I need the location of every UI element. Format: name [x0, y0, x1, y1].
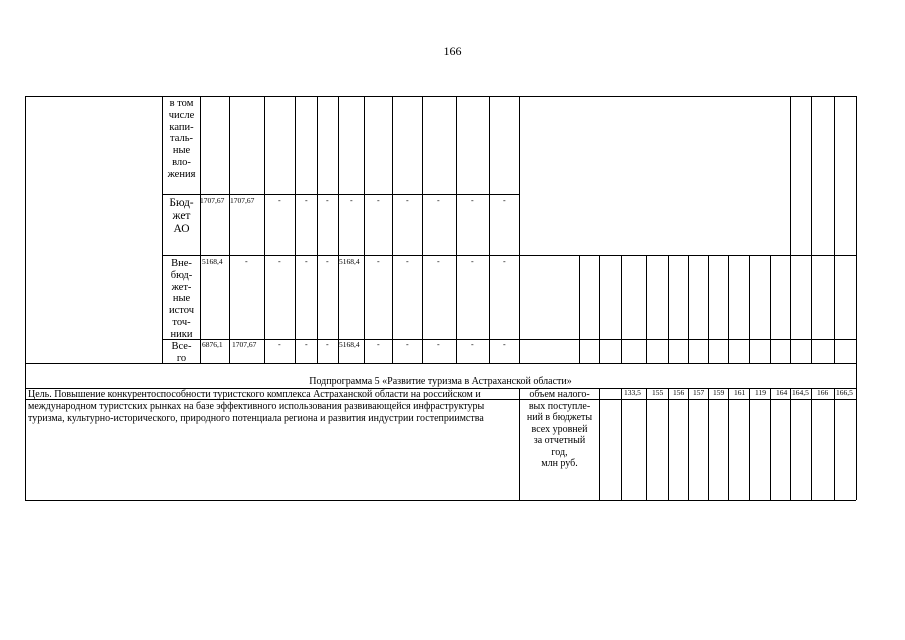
col-divider [489, 96, 490, 363]
total-cell: - [471, 340, 474, 349]
indicator-value: 164 [776, 388, 788, 397]
indicator-text: объем налого- вых поступле- ний в бюджеты всех уровней за отчетный год, млн руб. [526, 389, 593, 469]
table-border-top [25, 96, 856, 97]
row-divider [162, 255, 856, 256]
indicator-value: 133,5 [624, 388, 641, 397]
col-divider [295, 96, 296, 363]
page-number: 166 [443, 44, 462, 58]
indicator-value: 166,5 [836, 388, 853, 397]
row-label-total: Все- го [171, 341, 192, 364]
col-divider [834, 96, 835, 363]
col-divider [668, 255, 669, 363]
total-year1: 1707,67 [232, 340, 257, 349]
col-divider [811, 96, 812, 363]
row-divider [162, 194, 519, 195]
col-divider [668, 388, 669, 500]
total-cell: - [305, 340, 308, 349]
extra-budget-cell: - [471, 257, 474, 266]
table-border-left [25, 96, 26, 500]
extra-budget-cell: - [406, 257, 409, 266]
col-divider [834, 388, 835, 500]
col-divider [790, 96, 791, 363]
extra-budget-cell: - [245, 257, 248, 266]
budget-ao-cell: - [471, 196, 474, 205]
col-divider [770, 388, 771, 500]
budget-ao-cell: - [326, 196, 329, 205]
extra-budget-year6: 5168,4 [339, 257, 360, 266]
total-cell: - [503, 340, 506, 349]
row-divider [162, 339, 856, 340]
col-divider [317, 96, 318, 363]
indicator-value: 157 [693, 388, 705, 397]
col-divider [749, 255, 750, 363]
col-divider [621, 388, 622, 500]
col-divider [229, 96, 230, 363]
col-divider [688, 255, 689, 363]
extra-budget-cell: - [305, 257, 308, 266]
total-cell: - [437, 340, 440, 349]
indicator-value: 155 [652, 388, 664, 397]
row-label-capital-investments: в том числе капи- таль- ные вло- жения [167, 98, 196, 180]
row-divider [25, 363, 856, 364]
total-sum: 6876,1 [202, 340, 223, 349]
budget-ao-year1: 1707,67 [230, 196, 255, 205]
col-divider [519, 96, 520, 363]
budget-ao-cell: - [437, 196, 440, 205]
total-cell: - [377, 340, 380, 349]
goal-text: Цель. Повышение конкурентоспособности туристского комплекса Астраханской области на российском и международном туристских рынках на базе эффективного использования развивающейся инфраструктуры туризма, культурно-исторического, природного потенциала региона и развития индустрии гостеприимства [28, 389, 485, 424]
budget-ao-total: 1707,67 [200, 196, 225, 205]
budget-ao-cell: - [350, 196, 353, 205]
col-divider [422, 96, 423, 363]
total-cell: - [406, 340, 409, 349]
indicator-value: 156 [673, 388, 685, 397]
col-divider [708, 388, 709, 500]
col-divider [728, 388, 729, 500]
col-divider [392, 96, 393, 363]
col-divider [621, 255, 622, 363]
row-label-budget-ao: Бюд- жет АО [169, 197, 194, 235]
extra-budget-cell: - [326, 257, 329, 266]
indicator-value: 166 [817, 388, 829, 397]
col-divider [646, 255, 647, 363]
col-divider [708, 255, 709, 363]
col-divider [811, 388, 812, 500]
budget-ao-cell: - [305, 196, 308, 205]
indicator-value: 159 [713, 388, 725, 397]
indicator-value: 164,5 [792, 388, 809, 397]
row-label-extra-budget: Вне- бюд- жет- ные источ точ- ники [169, 258, 194, 340]
col-divider [770, 255, 771, 363]
extra-budget-cell: - [377, 257, 380, 266]
col-divider [599, 255, 600, 363]
col-divider [338, 96, 339, 363]
total-cell: - [278, 340, 281, 349]
table-border-bottom [25, 500, 856, 501]
total-year6: 5168,4 [339, 340, 360, 349]
indicator-value: 119 [755, 388, 766, 397]
subprogram-caption: Подпрограмма 5 «Развитие туризма в Астраханской области» [309, 376, 572, 387]
col-divider [599, 388, 600, 500]
extra-budget-cell: - [437, 257, 440, 266]
col-divider [200, 96, 201, 363]
col-divider [264, 96, 265, 363]
col-divider [646, 388, 647, 500]
total-cell: - [326, 340, 329, 349]
extra-budget-total: 5168,4 [202, 257, 223, 266]
extra-budget-cell: - [278, 257, 281, 266]
indicator-value: 161 [734, 388, 746, 397]
col-divider [364, 96, 365, 363]
budget-ao-cell: - [503, 196, 506, 205]
budget-ao-cell: - [278, 196, 281, 205]
col-divider [688, 388, 689, 500]
extra-budget-cell: - [503, 257, 506, 266]
col-divider [790, 388, 791, 500]
col-divider [456, 96, 457, 363]
table-border-right [856, 96, 857, 500]
col-divider [728, 255, 729, 363]
col-divider [749, 388, 750, 500]
budget-ao-cell: - [377, 196, 380, 205]
col-divider [579, 255, 580, 363]
budget-ao-cell: - [406, 196, 409, 205]
